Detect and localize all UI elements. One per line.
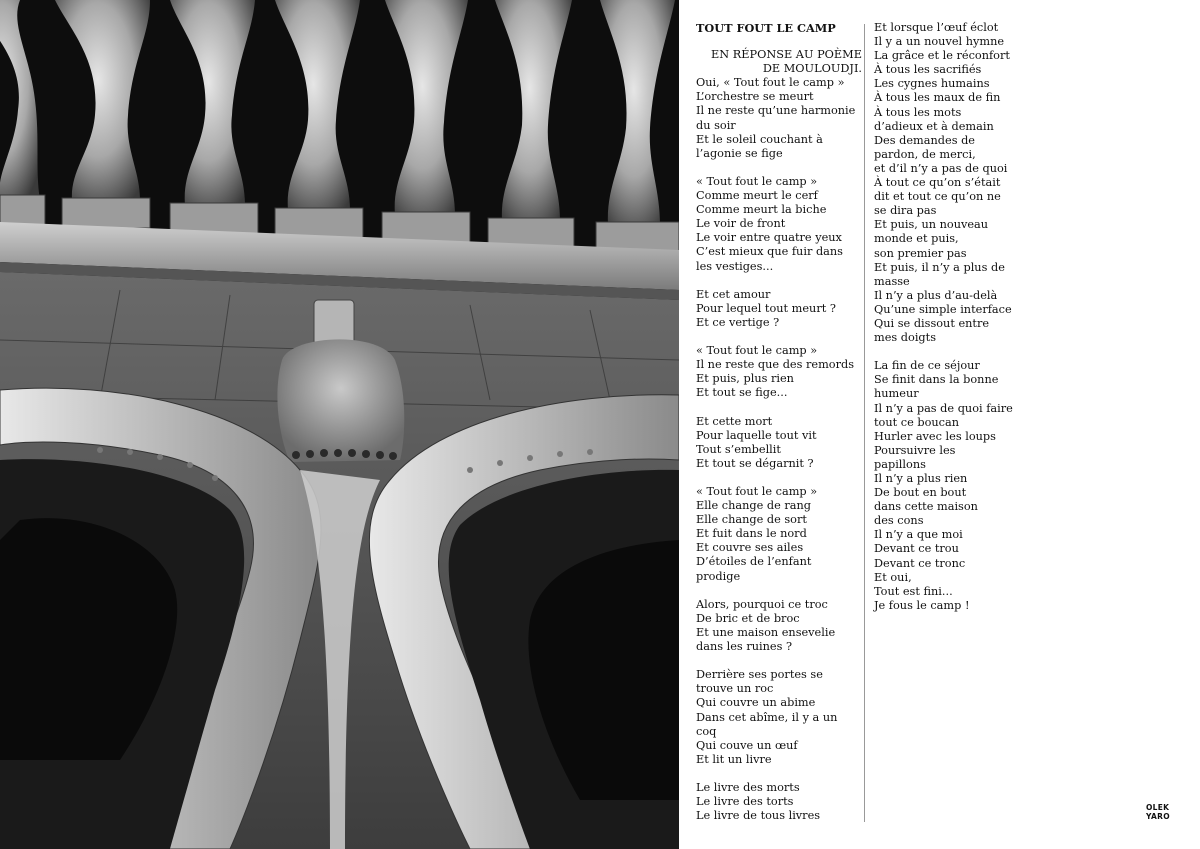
poem-stanza [696, 485, 862, 584]
poem-line: Et tout se dégarnit ? [696, 456, 814, 470]
poem-line: Et tout se fige... [696, 386, 788, 400]
poem-line: et d’il n’y a pas de quoi [874, 161, 1008, 175]
poem-line: Qui se dissout entre [874, 316, 990, 330]
poem-line: Et le soleil couchant à [696, 132, 823, 146]
poem-line: prodige [696, 569, 741, 583]
poem-line: l’agonie se fige [696, 146, 783, 160]
poem-line: masse [874, 274, 910, 288]
poem-line: mes doigts [874, 331, 937, 345]
poem-line: se dira pas [874, 204, 937, 218]
poem-stanza [696, 344, 862, 400]
poem-line: D’étoiles de l’enfant [696, 555, 812, 569]
poem-line: dit et tout ce qu’on ne [874, 190, 1001, 204]
poem-line: Dans cet abîme, il y a un [696, 710, 838, 724]
poem-line: Les cygnes humains [874, 77, 990, 91]
poem-subtitle [696, 48, 862, 76]
poem-line: Tout est fini... [874, 584, 953, 598]
poem-line: À tout ce qu’on s’était [874, 176, 1001, 190]
signature-line: YARO [1146, 811, 1170, 821]
poem-line: Et une maison ensevelie [696, 625, 836, 639]
poem-line: « Tout fout le camp » [696, 174, 818, 188]
column-2-stanzas [874, 21, 1044, 613]
poem-line: À tous les mots [874, 105, 962, 119]
poem-line: Et oui, [874, 570, 912, 584]
poem-line: Derrière ses portes se [696, 668, 823, 682]
poem-line: coq [696, 724, 717, 738]
poem-line: monde et puis, [874, 232, 959, 246]
poem-line: des cons [874, 514, 924, 528]
poem-column-1 [696, 21, 862, 837]
poem-line: Il n’y a pas de quoi faire [874, 401, 1013, 415]
poem-line: d’adieux et à demain [874, 119, 994, 133]
poem-line: La grâce et le réconfort [874, 49, 1010, 63]
poem-line: L’orchestre se meurt [696, 90, 814, 104]
poem-line: Et fuit dans le nord [696, 527, 807, 541]
poem-line: Le livre de tous livres [696, 809, 821, 823]
poem-line: pardon, de merci, [874, 147, 976, 161]
poem-subtitle-line: EN RÉPONSE AU POÈME [711, 48, 862, 62]
poem-line: Elle change de sort [696, 513, 807, 527]
poem-line: Pour lequel tout meurt ? [696, 301, 836, 315]
poem-line: Le voir entre quatre yeux [696, 231, 842, 245]
poem-line: Il n’y a plus d’au-delà [874, 288, 998, 302]
poem-column-2 [874, 21, 1044, 627]
poem-line: La fin de ce séjour [874, 359, 980, 373]
poem-line: Et cette mort [696, 414, 773, 428]
poem-line: Il ne reste qu’une harmonie [696, 104, 856, 118]
column-1-stanzas [696, 76, 862, 823]
poem-line: trouve un roc [696, 682, 774, 696]
poem-line: Devant ce tronc [874, 556, 966, 570]
poem-line: Et lit un livre [696, 752, 772, 766]
poem-line: Se finit dans la bonne [874, 373, 999, 387]
poem-stanza [696, 76, 862, 161]
poem-line: Il n’y a que moi [874, 528, 963, 542]
poem-line: « Tout fout le camp » [696, 485, 818, 498]
poem-line: Il n’y a plus rien [874, 472, 968, 485]
poem-line: Tout s’embellit [696, 442, 781, 456]
poem-line: papillons [874, 457, 926, 471]
poem-line: son premier pas [874, 246, 967, 260]
poem-line: Le livre des torts [696, 795, 794, 809]
poem-stanza [874, 359, 1044, 613]
poem-line: Et couvre ses ailes [696, 541, 804, 555]
poem-line: Comme meurt le cerf [696, 189, 818, 203]
poem-line: humeur [874, 387, 919, 401]
poem-line: Qui couve un œuf [696, 738, 798, 752]
poem-line: Hurler avec les loups [874, 429, 996, 443]
poem-line: Comme meurt la biche [696, 203, 827, 217]
poem-line: C’est mieux que fuir dans [696, 245, 843, 259]
poem-stanza [696, 415, 862, 471]
poem-line: Il y a un nouvel hymne [874, 35, 1005, 49]
poem-stanza [696, 288, 862, 330]
poem-line: Il ne reste que des remords [696, 358, 855, 372]
poem-title: TOUT FOUT LE CAMP [696, 21, 836, 35]
poem-line: Et puis, plus rien [696, 372, 794, 386]
poem-stanza [696, 598, 862, 654]
poem-line: De bout en bout [874, 486, 967, 500]
poem-line: Elle change de rang [696, 499, 812, 513]
poem-line: dans les ruines ? [696, 640, 793, 654]
poem-line: À tous les maux de fin [874, 91, 1001, 105]
poem-line: tout ce boucan [874, 415, 959, 429]
poem-line: Qu’une simple interface [874, 302, 1012, 316]
poem-line: du soir [696, 118, 736, 132]
poem-subtitle-line: DE MOULOUDJI. [762, 62, 862, 76]
poem-line: À tous les sacrifiés [874, 63, 982, 77]
poem-stanza [696, 175, 862, 274]
signature-line: OLEK [1146, 803, 1170, 812]
poem-line: Je fous le camp ! [874, 598, 970, 612]
poem-line: les vestiges... [696, 259, 774, 273]
poem-line: dans cette maison [874, 500, 978, 514]
poem-line: Le livre des morts [696, 780, 800, 794]
poem-stanza [696, 668, 862, 767]
poem-line: Et ce vertige ? [696, 315, 780, 329]
poem-line: Des demandes de [874, 133, 975, 147]
author-signature [1146, 804, 1170, 821]
poem-stanza [874, 21, 1044, 345]
poem-line: Le voir de front [696, 217, 786, 231]
poem-line: « Tout fout le camp » [696, 344, 818, 358]
column-divider [864, 24, 865, 822]
poem-line: De bric et de broc [696, 611, 800, 625]
poem-line: Poursuivre les [874, 443, 956, 457]
poem-line: Devant ce trou [874, 542, 959, 556]
poem-line: Et puis, un nouveau [874, 218, 989, 232]
poem-line: Qui couvre un abime [696, 696, 816, 710]
poem-stanza [696, 781, 862, 823]
poem-line: Et puis, il n’y a plus de [874, 260, 1005, 274]
poem-line: Alors, pourquoi ce troc [696, 597, 828, 611]
poem-line: Et lorsque l’œuf éclot [874, 21, 999, 34]
poem-line: Et cet amour [696, 287, 771, 301]
poem-line: Pour laquelle tout vit [696, 428, 817, 442]
poem-line: Oui, « Tout fout le camp » [696, 76, 845, 90]
